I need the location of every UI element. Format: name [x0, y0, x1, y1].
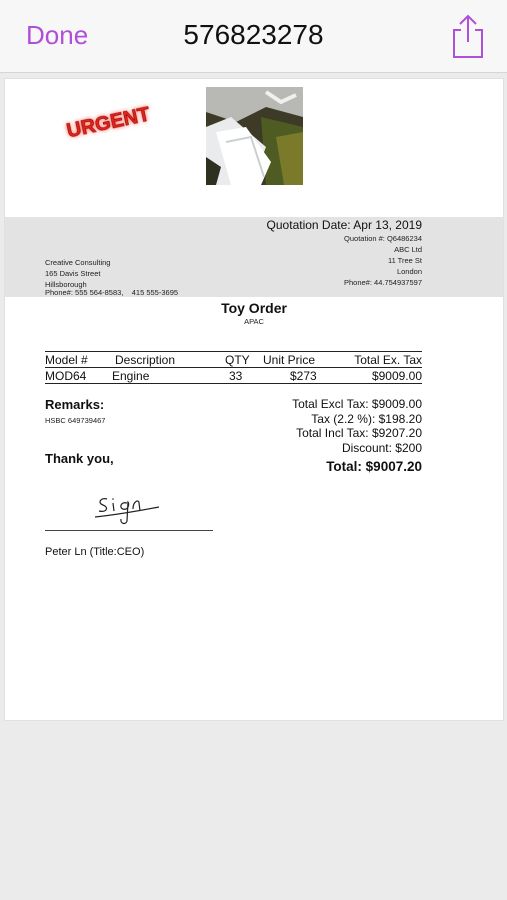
tax-amount: Tax (2.2 %): $198.20 — [311, 411, 422, 426]
order-title: Toy Order — [221, 300, 287, 316]
cell-total: $9009.00 — [371, 369, 422, 383]
waterfall-image — [206, 87, 303, 185]
cell-description: Engine — [112, 369, 150, 383]
share-icon[interactable] — [448, 12, 488, 60]
company-street: 11 Tree St — [387, 256, 422, 265]
signer-name: Peter Ln (Title:CEO) — [45, 546, 145, 558]
signature-image — [93, 487, 163, 532]
customer-phone: Phone#: 555 564-8583, 415 555-3695 — [45, 288, 179, 297]
header-description: Description — [115, 353, 176, 367]
customer-name: Creative Consulting — [45, 258, 111, 267]
cell-model: MOD64 — [45, 369, 87, 383]
document-title: 576823278 — [183, 19, 324, 50]
remarks-label: Remarks: — [45, 397, 105, 412]
table-row — [45, 368, 422, 384]
cell-unit-price: $273 — [290, 369, 317, 383]
company-address — [344, 233, 422, 288]
customer-street: 165 Davis Street — [45, 269, 101, 278]
company-city: London — [396, 267, 422, 276]
company-phone: Phone#: 44.754937597 — [344, 278, 422, 287]
header-unit-price: Unit Price — [263, 353, 316, 367]
customer-city: Hillsborough — [45, 280, 87, 289]
order-region: APAC — [244, 317, 264, 326]
total-excl-tax: Total Excl Tax: $9009.00 — [292, 397, 422, 411]
done-button[interactable]: Done — [26, 20, 89, 50]
cell-qty: 33 — [229, 369, 243, 383]
company-name: ABC Ltd — [394, 245, 422, 254]
svg-text:URGENT: URGENT — [64, 103, 153, 143]
urgent-stamp — [61, 97, 156, 145]
totals-block — [292, 397, 422, 455]
total-incl-tax: Total Incl Tax: $9207.20 — [296, 426, 422, 441]
line-items-table — [45, 351, 422, 384]
customer-address — [45, 257, 110, 290]
quotation-document — [4, 78, 504, 721]
discount-amount: Discount: $200 — [341, 440, 422, 455]
header-total: Total Ex. Tax — [354, 353, 422, 367]
header-model: Model # — [45, 353, 88, 367]
header-qty: QTY — [225, 353, 250, 367]
navigation-bar — [0, 0, 507, 73]
table-header-row — [45, 352, 422, 368]
quotation-date: Quotation Date: Apr 13, 2019 — [266, 218, 422, 232]
thank-you-text: Thank you, — [45, 451, 114, 466]
grand-total: Total: $9007.20 — [326, 459, 422, 474]
quotation-number: Quotation #: Q6486234 — [344, 234, 422, 243]
signature-line — [45, 530, 213, 531]
remarks-text: HSBC 649739467 — [45, 416, 106, 425]
